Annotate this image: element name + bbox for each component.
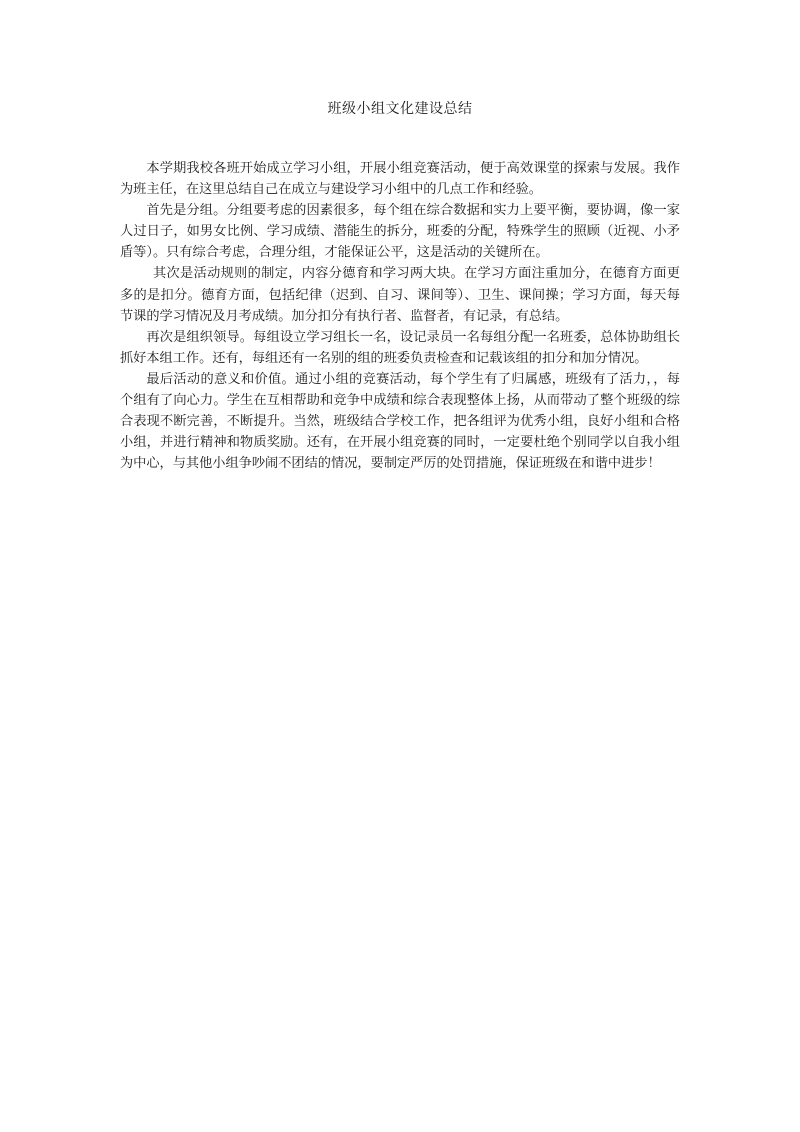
document-body xyxy=(120,158,680,474)
paragraph-rules: 其次是活动规则的制定，内容分德育和学习两大块。在学习方面注重加分，在德育方面更多的是扣分。德育方面，包括纪律（迟到、自习、课间等）、卫生、课间操；学习方面，每天每节课的学习情况及月考成绩。加分扣分有执行者、监督者，有记录，有总结。 xyxy=(120,266,680,324)
document-title: 班级小组文化建设总结 xyxy=(327,101,473,117)
paragraph-grouping: 首先是分组。分组要考虑的因素很多，每个组在综合数据和实力上要平衡，要协调，像一家人过日子，如男女比例、学习成绩、潜能生的拆分，班委的分配，特殊学生的照顾（近视、小矛盾等）。只有综合考虑，合理分组，才能保证公平，这是活动的关键所在。 xyxy=(120,203,680,261)
paragraph-significance: 最后活动的意义和价值。通过小组的竞赛活动，每个学生有了归属感，班级有了活力，，每个组有了向心力。学生在互相帮助和竞争中成绩和综合表现整体上扬，从而带动了整个班级的综合表现不断完善，不断提升。当然，班级结合学校工作，把各组评为优秀小组，良好小组和合格小组，并进行精神和物质奖励。还有，在开展小组竞赛的同时，一定要杜绝个别同学以自我小组为中心，与其他小组争吵闹不团结的情况，要制定严厉的处罚措施，保证班级在和谐中进步！ xyxy=(120,371,680,472)
paragraph-intro: 本学期我校各班开始成立学习小组，开展小组竞赛活动，便于高效课堂的探索与发展。我作为班主任，在这里总结自己在成立与建设学习小组中的几点工作和经验。 xyxy=(120,161,680,198)
paragraph-leadership: 再次是组织领导。每组设立学习组长一名，设记录员一名每组分配一名班委，总体协助组长抓好本组工作。还有，每组还有一名别的组的班委负责检查和记载该组的扣分和加分情况。 xyxy=(120,329,680,366)
